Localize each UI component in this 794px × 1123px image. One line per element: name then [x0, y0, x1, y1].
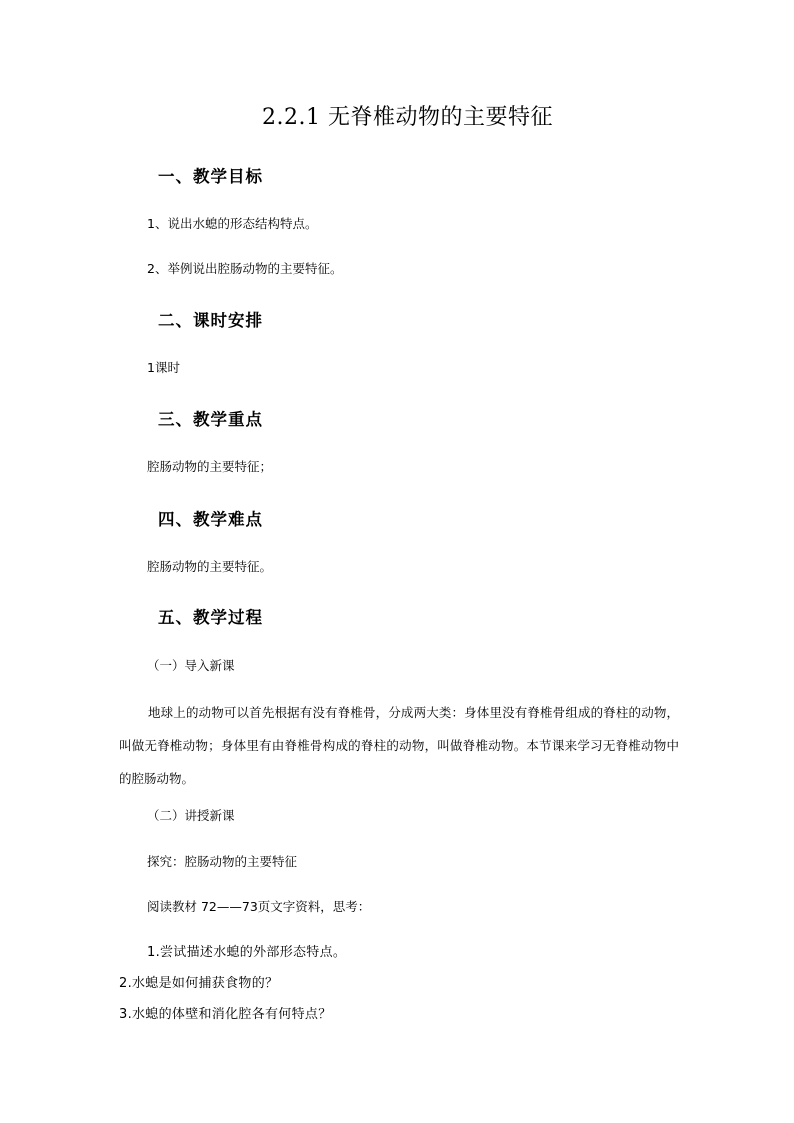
question-item: 2.水螅是如何捕获食物的？ — [119, 976, 279, 991]
schedule-text: 1课时 — [147, 360, 180, 375]
section-heading-process: 五、教学过程 — [158, 608, 263, 627]
question-item: 3.水螅的体壁和消化腔各有何特点？ — [119, 1007, 332, 1022]
section-heading-key-points: 三、教学重点 — [158, 410, 263, 429]
subsection-intro-heading: （一）导入新课 — [147, 658, 235, 673]
section-heading-objectives: 一、教学目标 — [158, 167, 263, 186]
section-heading-difficulties: 四、教学难点 — [158, 510, 263, 529]
subsection-lecture-heading: （二）讲授新课 — [147, 808, 235, 823]
key-points-text: 腔肠动物的主要特征； — [147, 459, 273, 474]
section-heading-schedule: 二、课时安排 — [158, 311, 263, 330]
reading-instruction: 阅读教材 72——73页文字资料，思考： — [147, 899, 371, 914]
objective-item: 1、说出水螅的形态结构特点。 — [147, 216, 318, 231]
page-title: 2.2.1 无脊椎动物的主要特征 — [262, 105, 553, 130]
objective-item: 2、举例说出腔肠动物的主要特征。 — [147, 261, 343, 276]
question-item: 1.尝试描述水螅的外部形态特点。 — [147, 945, 347, 960]
difficulties-text: 腔肠动物的主要特征。 — [147, 559, 273, 574]
explore-text: 探究：腔肠动物的主要特征 — [147, 854, 298, 869]
intro-paragraph: 地球上的动物可以首先根据有没有脊椎骨，分成两大类：身体里没有脊椎骨组成的脊柱的动物，叫做无脊椎动物；身体里有由脊椎骨构成的脊柱的动物，叫做脊椎动物。本节课来学习无脊椎动物中的腔肠动物。 — [119, 705, 679, 786]
